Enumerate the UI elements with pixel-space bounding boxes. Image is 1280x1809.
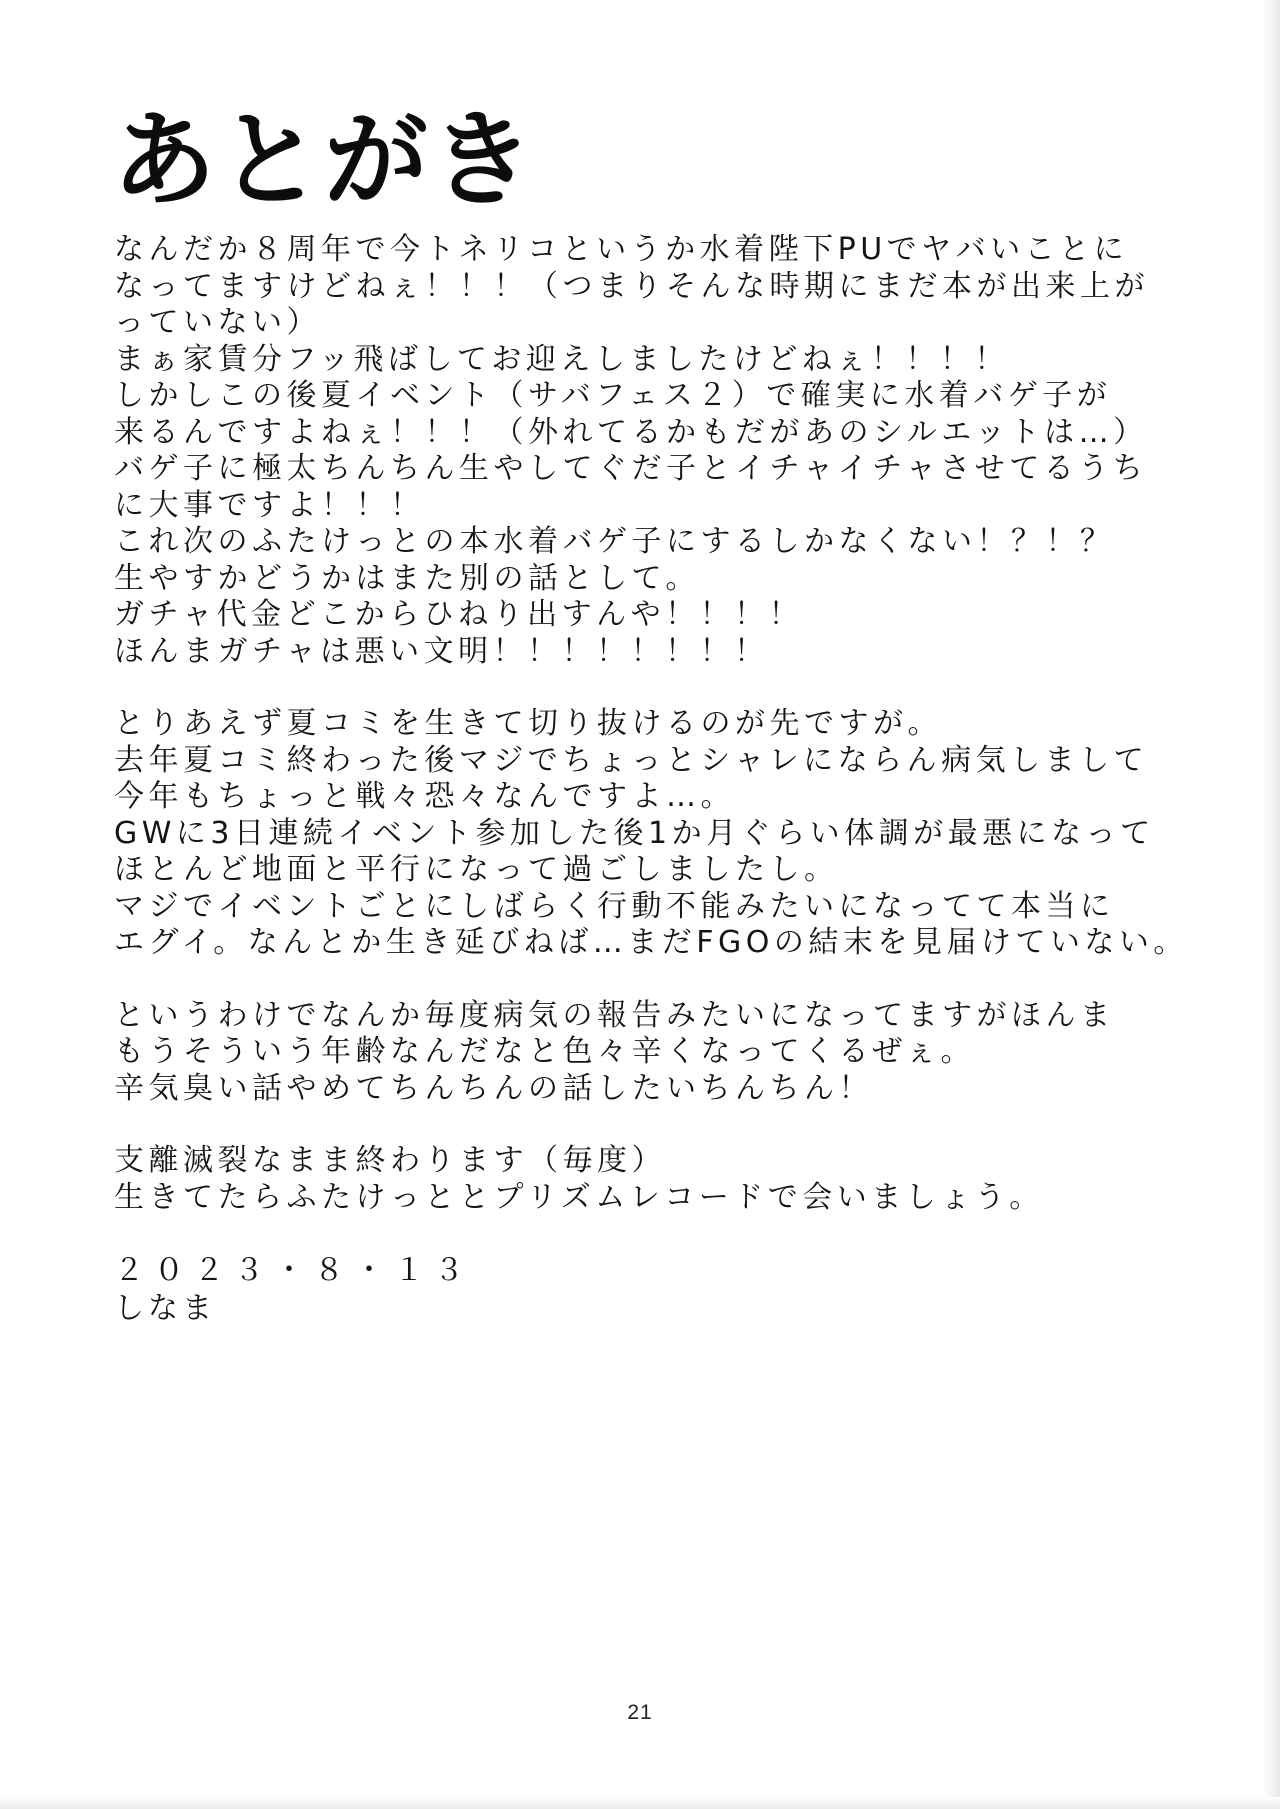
paragraph-closing xyxy=(114,1143,1154,1216)
paragraph-anniversary xyxy=(114,232,1154,670)
text-line: とりあえず夏コミを生きて切り抜けるのが先ですが。 xyxy=(114,706,942,741)
text-line: ほんまガチャは悪い文明！！！！！！！！ xyxy=(114,633,769,669)
text-line: 来るんですよねぇ！！！（外れてるかもだがあのシルエットは…） xyxy=(114,414,1148,450)
text-line: ほとんど地面と平行になって過ごしましたし。 xyxy=(114,852,839,887)
text-line: 辛気臭い話やめてちんちんの話したいちんちん！ xyxy=(114,1070,873,1106)
text-line: というわけでなんか毎度病気の報告みたいになってますがほんま xyxy=(114,997,1115,1033)
text-line: 生やすかどうかはまた別の話として。 xyxy=(114,560,700,596)
text-line: 支離滅裂なまま終わります（毎度） xyxy=(114,1143,666,1178)
text-line: に大事ですよ！！！ xyxy=(114,487,425,523)
page-title: あとがき xyxy=(112,99,537,221)
paragraph-health xyxy=(114,706,1188,962)
text-line: しかしこの後夏イベント（サバフェス２）で確実に水着バゲ子が xyxy=(114,378,1112,413)
text-line: 去年夏コミ終わった後マジでちょっとシャレにならん病気しまして xyxy=(114,742,1149,778)
text-line: マジでイベントごとにしばらく行動不能みたいになってて本当に xyxy=(114,888,1115,924)
text-line: GWに3日連続イベント参加した後1か月ぐらい体調が最悪になって xyxy=(114,815,1155,851)
text-line: もうそういう年齢なんだなと色々辛くなってくるぜぇ。 xyxy=(114,1034,975,1069)
page-edge-shadow xyxy=(1262,0,1280,1809)
text-line: これ次のふたけっとの本水着バゲ子にするしかなくない！？！？ xyxy=(114,524,1115,559)
afterword-body xyxy=(114,232,1188,1328)
text-line: なんだか８周年で今トネリコというか水着陛下PUでヤバいことに xyxy=(114,232,1129,267)
text-line: ガチャ代金どこからひねり出すんや！！！！ xyxy=(114,597,804,632)
text-line: 生きてたらふたけっととプリズムレコードで会いましょう。 xyxy=(114,1179,1044,1215)
text-line: バゲ子に極太ちんちん生やしてぐだ子とイチャイチャさせてるうち xyxy=(114,451,1148,486)
text-line: まぁ家賃分フッ飛ばしてお迎えしましたけどねぇ！！！！ xyxy=(114,341,1009,377)
paragraph-age xyxy=(114,998,1154,1108)
text-line: エグイ。なんとか生き延びねば…まだFGOの結末を見届けていない。 xyxy=(114,925,1188,960)
page-number: 21 xyxy=(627,1701,653,1724)
text-line: 今年もちょっと戦々恐々なんですよ…。 xyxy=(114,779,735,814)
text-line: なってますけどねぇ！！！（つまりそんな時期にまだ本が出来上が xyxy=(114,268,1149,304)
signoff-date: ２０２３・８・１３ xyxy=(114,1253,474,1288)
signoff xyxy=(114,1252,1154,1328)
text-line: っていない） xyxy=(114,305,321,340)
signoff-author: しなま xyxy=(114,1291,216,1326)
page-edge-shadow-bottom xyxy=(0,1797,1280,1809)
